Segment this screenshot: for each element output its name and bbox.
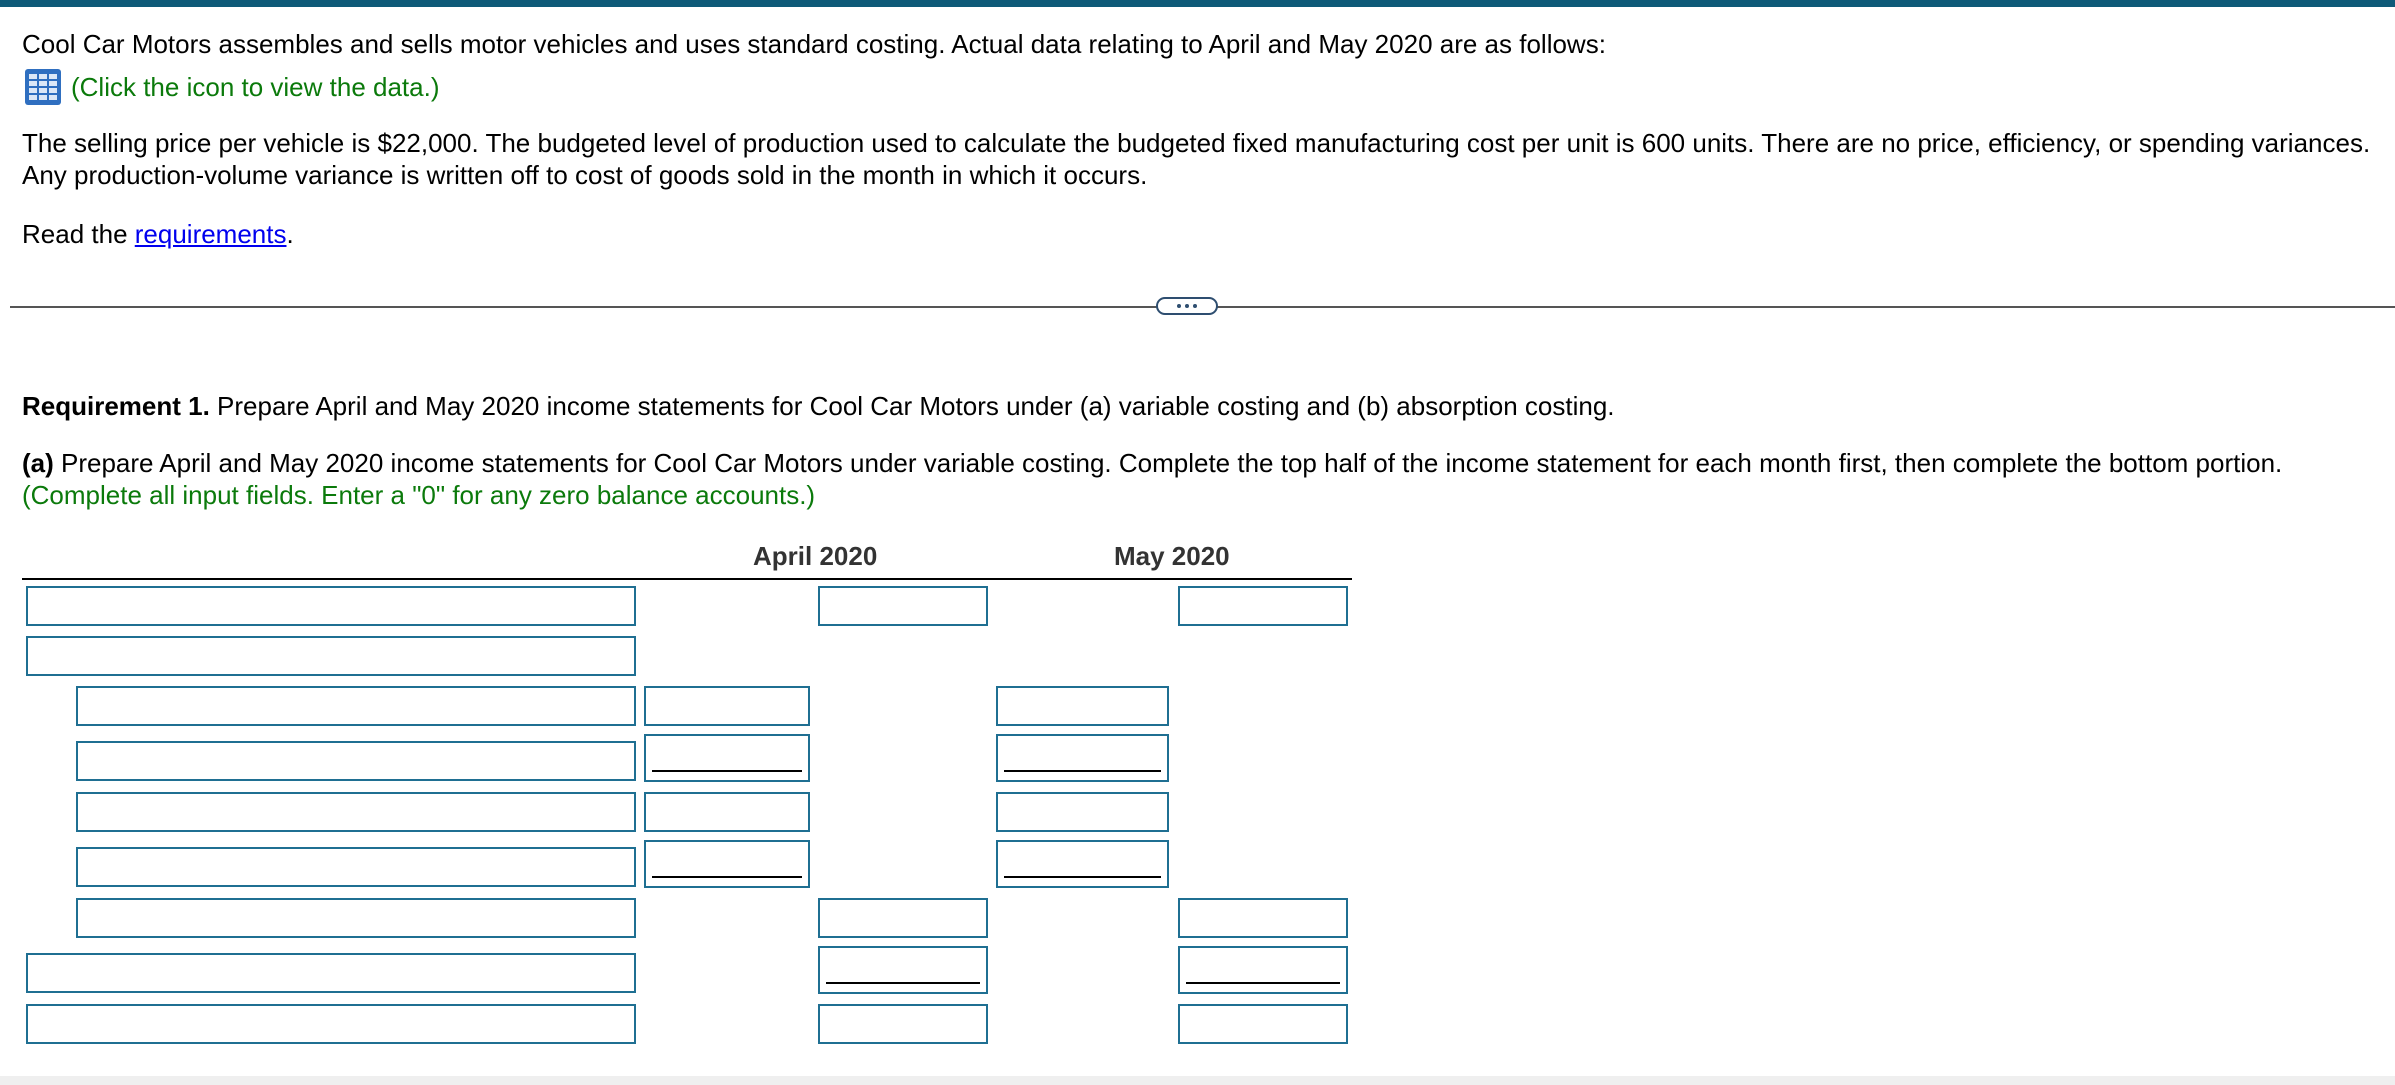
line-item-label-input[interactable] [26,586,636,626]
header-rule [22,578,1352,580]
may-detail-input[interactable] [996,792,1169,832]
view-data-label[interactable]: (Click the icon to view the data.) [71,72,440,102]
variance-text: Any production-volume variance is written off to cost of goods sold in the month in which it occurs. [22,160,1148,190]
intro-text: Cool Car Motors assembles and sells motor vehicles and uses standard costing. Actual data relating to April and May 2020 are as follows: [22,29,1606,59]
subtotal-underline [1004,770,1161,772]
sub-item-label-input[interactable] [76,741,636,781]
sub-item-label-input[interactable] [76,847,636,887]
part-a-label: (a) [22,448,54,478]
april-detail-input[interactable] [644,686,810,726]
part-a-description: Prepare April and May 2020 income statements for Cool Car Motors under variable costing. Complete the top half of the income statement for each month first, then complete the bottom portion. [53,448,2283,478]
sub-item-label-input[interactable] [76,792,636,832]
read-suffix: . [286,219,294,249]
view-data-link[interactable] [24,68,440,106]
may-detail-input[interactable] [996,734,1169,782]
instruction-text: (Complete all input fields. Enter a "0" for any zero balance accounts.) [22,480,816,510]
subtotal-underline [652,770,802,772]
ellipsis-icon[interactable] [1177,304,1197,308]
may-detail-input[interactable] [996,840,1169,888]
requirement-text: Prepare April and May 2020 income statements for Cool Car Motors under (a) variable costing and (b) absorption costing. [209,391,1615,421]
may-total-input[interactable] [1178,946,1348,994]
part-a-text [22,447,2282,479]
april-detail-input[interactable] [644,734,810,782]
may-total-input[interactable] [1178,898,1348,938]
bottom-scroll-strip [0,1076,2395,1085]
line-item-label-input[interactable] [26,1004,636,1044]
april-detail-input[interactable] [644,792,810,832]
sub-item-label-input[interactable] [76,686,636,726]
requirements-link[interactable]: requirements [134,219,287,249]
line-item-label-input[interactable] [26,953,636,993]
column-header-april: April 2020 [753,541,878,571]
subtotal-underline [1004,876,1161,878]
top-accent-bar [0,0,2395,7]
total-underline [1186,982,1340,984]
april-total-input[interactable] [818,946,988,994]
line-item-label-input[interactable] [26,636,636,676]
april-total-input[interactable] [818,586,988,626]
may-detail-input[interactable] [996,686,1169,726]
sub-item-label-input[interactable] [76,898,636,938]
may-total-input[interactable] [1178,586,1348,626]
total-underline [826,982,980,984]
expand-button[interactable] [1156,297,1218,315]
requirement-title [22,390,1615,422]
read-prefix: Read the [22,219,135,249]
april-total-input[interactable] [818,1004,988,1044]
read-requirements-line [22,218,294,250]
april-total-input[interactable] [818,898,988,938]
selling-price-text: The selling price per vehicle is $22,000. The budgeted level of production used to calculate the budgeted fixed manufacturing cost per unit is 600 units. There are no price, efficiency, or spending variances. [22,128,2371,158]
april-detail-input[interactable] [644,840,810,888]
spreadsheet-grid-icon[interactable] [24,68,62,106]
may-total-input[interactable] [1178,1004,1348,1044]
column-header-may: May 2020 [1114,541,1230,571]
requirement-label: Requirement 1. [22,391,210,421]
subtotal-underline [652,876,802,878]
